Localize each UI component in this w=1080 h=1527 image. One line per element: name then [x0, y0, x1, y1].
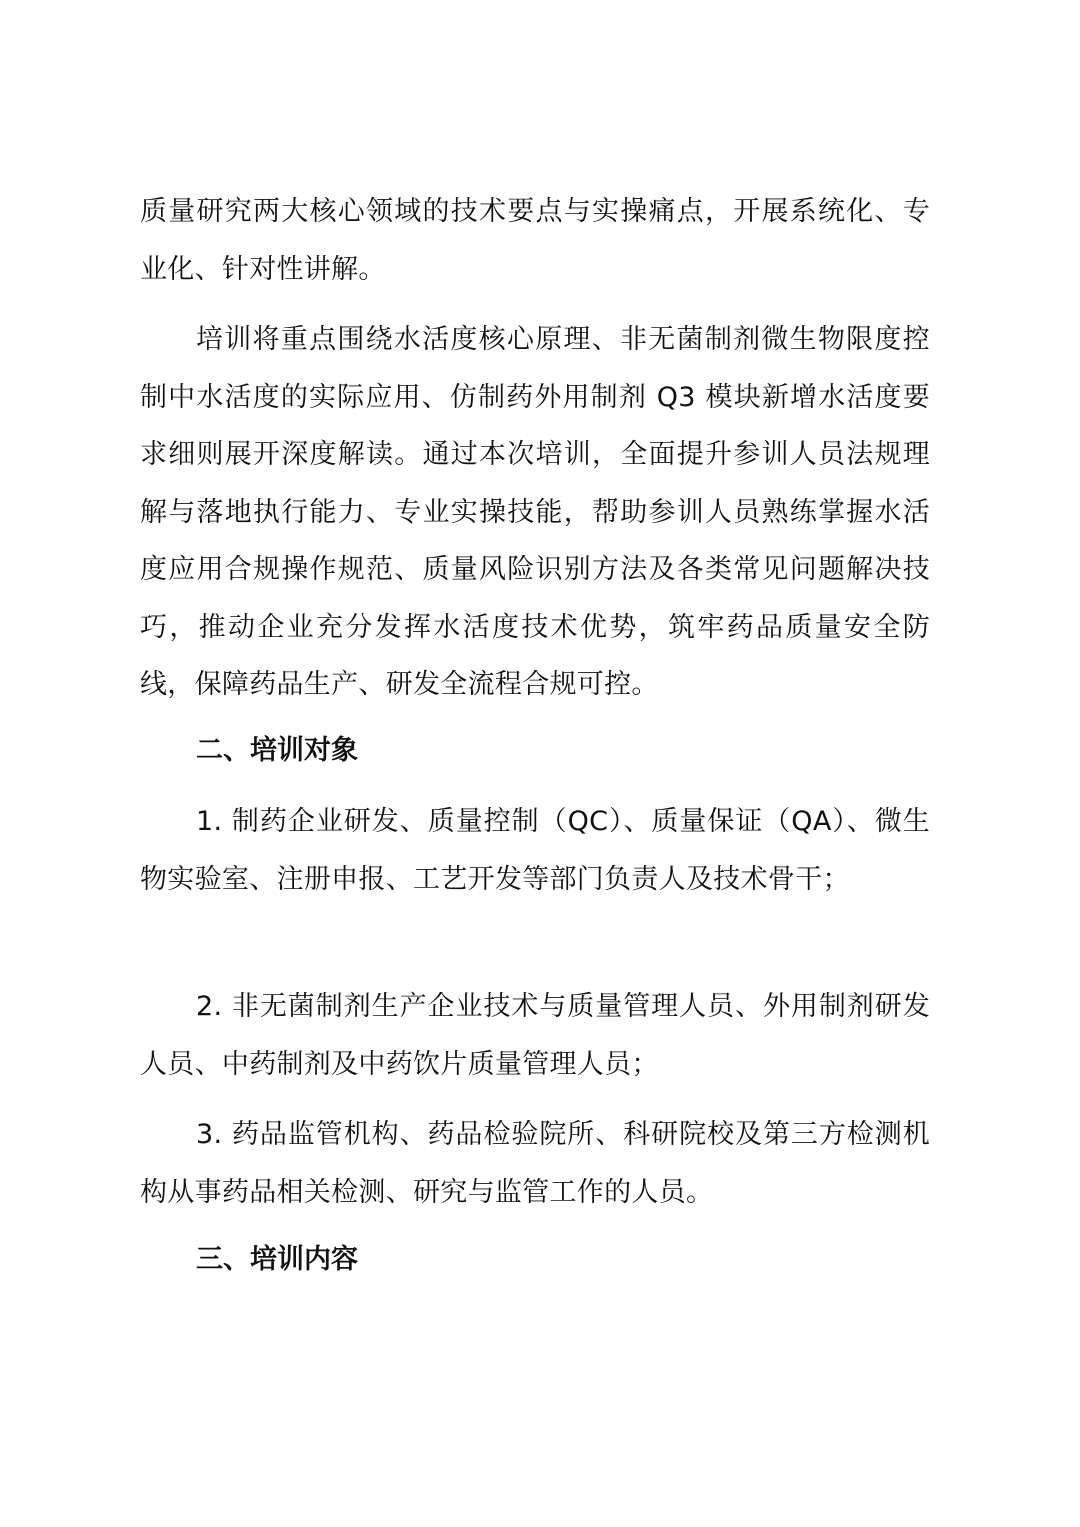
section-heading-training-content: 三、培训内容	[196, 1244, 358, 1275]
audience-item-3: 3. 药品监管机构、药品检验院所、科研院校及第三方检测机构从事药品相关检测、研究与监管工作的人员。	[140, 1119, 930, 1208]
section-heading-training-audience: 二、培训对象	[196, 735, 358, 766]
audience-item-2: 2. 非无菌制剂生产企业技术与质量管理人员、外用制剂研发人员、中药制剂及中药饮片质量管理人员；	[140, 991, 930, 1080]
paragraph-training-focus: 培训将重点围绕水活度核心原理、非无菌制剂微生物限度控制中水活度的实际应用、仿制药外用制剂 Q3 模块新增水活度要求细则展开深度解读。通过本次培训，全面提升参训人员法规理解与落地执行能力、专业实操技能，帮助参训人员熟练掌握水活度应用合规操作规范、质量风险识别方法及各类常见问题解决技巧，推动企业充分发挥水活度技术优势，筑牢药品质量安全防线，保障药品生产、研发全流程合规可控。	[140, 324, 930, 700]
audience-item-1: 1. 制药企业研发、质量控制（QC）、质量保证（QA）、微生物实验室、注册申报、工艺开发等部门负责人及技术骨干；	[140, 806, 930, 895]
paragraph-continuation: 质量研究两大核心领域的技术要点与实操痛点，开展系统化、专业化、针对性讲解。	[140, 196, 930, 285]
